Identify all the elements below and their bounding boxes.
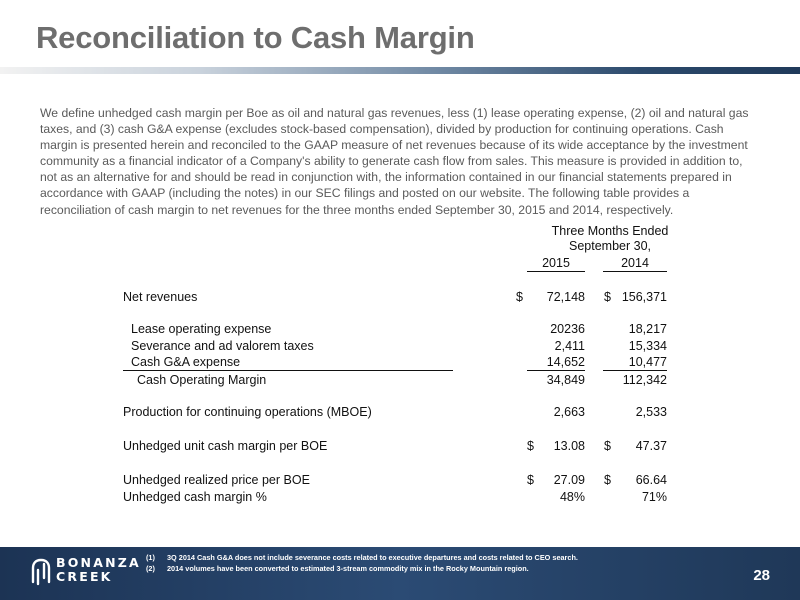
page-title: Reconciliation to Cash Margin — [36, 20, 475, 55]
row-label-cash-operating-margin: Cash Operating Margin — [137, 373, 267, 387]
row-label-net-revenues: Net revenues — [123, 290, 198, 304]
row-currency-2014: $ — [604, 290, 611, 304]
row-value-2014: 10,477 — [628, 355, 667, 369]
logo-line-1: BONANZA — [56, 555, 141, 570]
intro-paragraph: We define unhedged cash margin per Boe as oil and natural gas revenues, less (1) lease operating expense, (2) oil and natural gas taxes, and (3) cash G&A expense (excludes stock-based compensation), divided by production for continuing operations. Cash margin is presented herein and reconciled to the GAAP measure of net revenues because of its wide acceptance by the investment community as a financial indicator of a Company's ability to generate cash flow from sales. This measure is provided in addition to, not as an alternative for and should be read in conjunction with, the information contained in our financial statements prepared in accordance with GAAP (including the notes) in our SEC filings and posted on our website. The following table provides a reconciliation of cash margin to net revenues for the three months ended September 30, 2015 and 2014, respectively. — [40, 106, 749, 217]
row-label-production: Production for continuing operations (MBOE) — [123, 405, 372, 419]
row-label-cash-ga-expense: Cash G&A expense — [131, 355, 241, 369]
footnote-number: (2) — [146, 564, 155, 573]
row-currency-2014: $ — [604, 473, 611, 487]
header-underline-2015 — [527, 271, 585, 272]
row-value-2015: 14,652 — [546, 355, 585, 369]
footnote-number: (1) — [146, 553, 155, 562]
row-value-2014: 112,342 — [622, 373, 667, 387]
footnotes — [146, 552, 578, 574]
subtotal-rule-label — [123, 370, 453, 371]
header-date: September 30, — [569, 239, 651, 253]
row-value-2015: 20236 — [550, 322, 585, 336]
logo-line-2: CREEK — [56, 569, 113, 584]
header-period: Three Months Ended — [551, 224, 669, 238]
company-logo-text — [56, 555, 141, 584]
row-value-2015: 2,411 — [554, 339, 585, 353]
header-underline-2014 — [603, 271, 667, 272]
row-label-unit-cash-margin: Unhedged unit cash margin per BOE — [123, 439, 328, 453]
row-currency-2015: $ — [527, 473, 534, 487]
row-value-2014: 2,533 — [635, 405, 667, 419]
row-label-severance-taxes: Severance and ad valorem taxes — [131, 339, 314, 353]
row-label-realized-price: Unhedged realized price per BOE — [123, 473, 310, 487]
header-year-2014: 2014 — [621, 256, 649, 270]
row-value-2014: 15,334 — [628, 339, 667, 353]
subtotal-rule-2015 — [527, 370, 585, 371]
header-year-2015: 2015 — [542, 256, 570, 270]
page-number: 28 — [753, 567, 770, 584]
row-label-cash-margin-percent: Unhedged cash margin % — [123, 490, 267, 504]
row-label-lease-operating-expense: Lease operating expense — [131, 322, 272, 336]
subtotal-rule-2014 — [603, 370, 667, 371]
row-value-2014: 18,217 — [628, 322, 667, 336]
row-value-2015: 2,663 — [553, 405, 585, 419]
footnote-text: 3Q 2014 Cash G&A does not include severance costs related to executive departures and costs related to CEO search. — [167, 553, 578, 562]
row-currency-2015: $ — [516, 290, 523, 304]
footnote — [146, 552, 578, 563]
row-value-2014: 156,371 — [621, 290, 667, 304]
row-value-2014: 47.37 — [635, 439, 667, 453]
row-currency-2015: $ — [527, 439, 534, 453]
row-value-2015: 48% — [559, 490, 585, 504]
row-value-2015: 72,148 — [546, 290, 585, 304]
row-currency-2014: $ — [604, 439, 611, 453]
row-value-2015: 27.09 — [553, 473, 585, 487]
row-value-2014: 66.64 — [635, 473, 667, 487]
row-value-2015: 13.08 — [553, 439, 585, 453]
footnote — [146, 563, 578, 574]
row-value-2014: 71% — [641, 490, 667, 504]
footnote-text: 2014 volumes have been converted to estimated 3-stream commodity mix in the Rocky Mountain region. — [167, 564, 529, 573]
row-value-2015: 34,849 — [546, 373, 585, 387]
company-logo-icon — [30, 558, 52, 586]
